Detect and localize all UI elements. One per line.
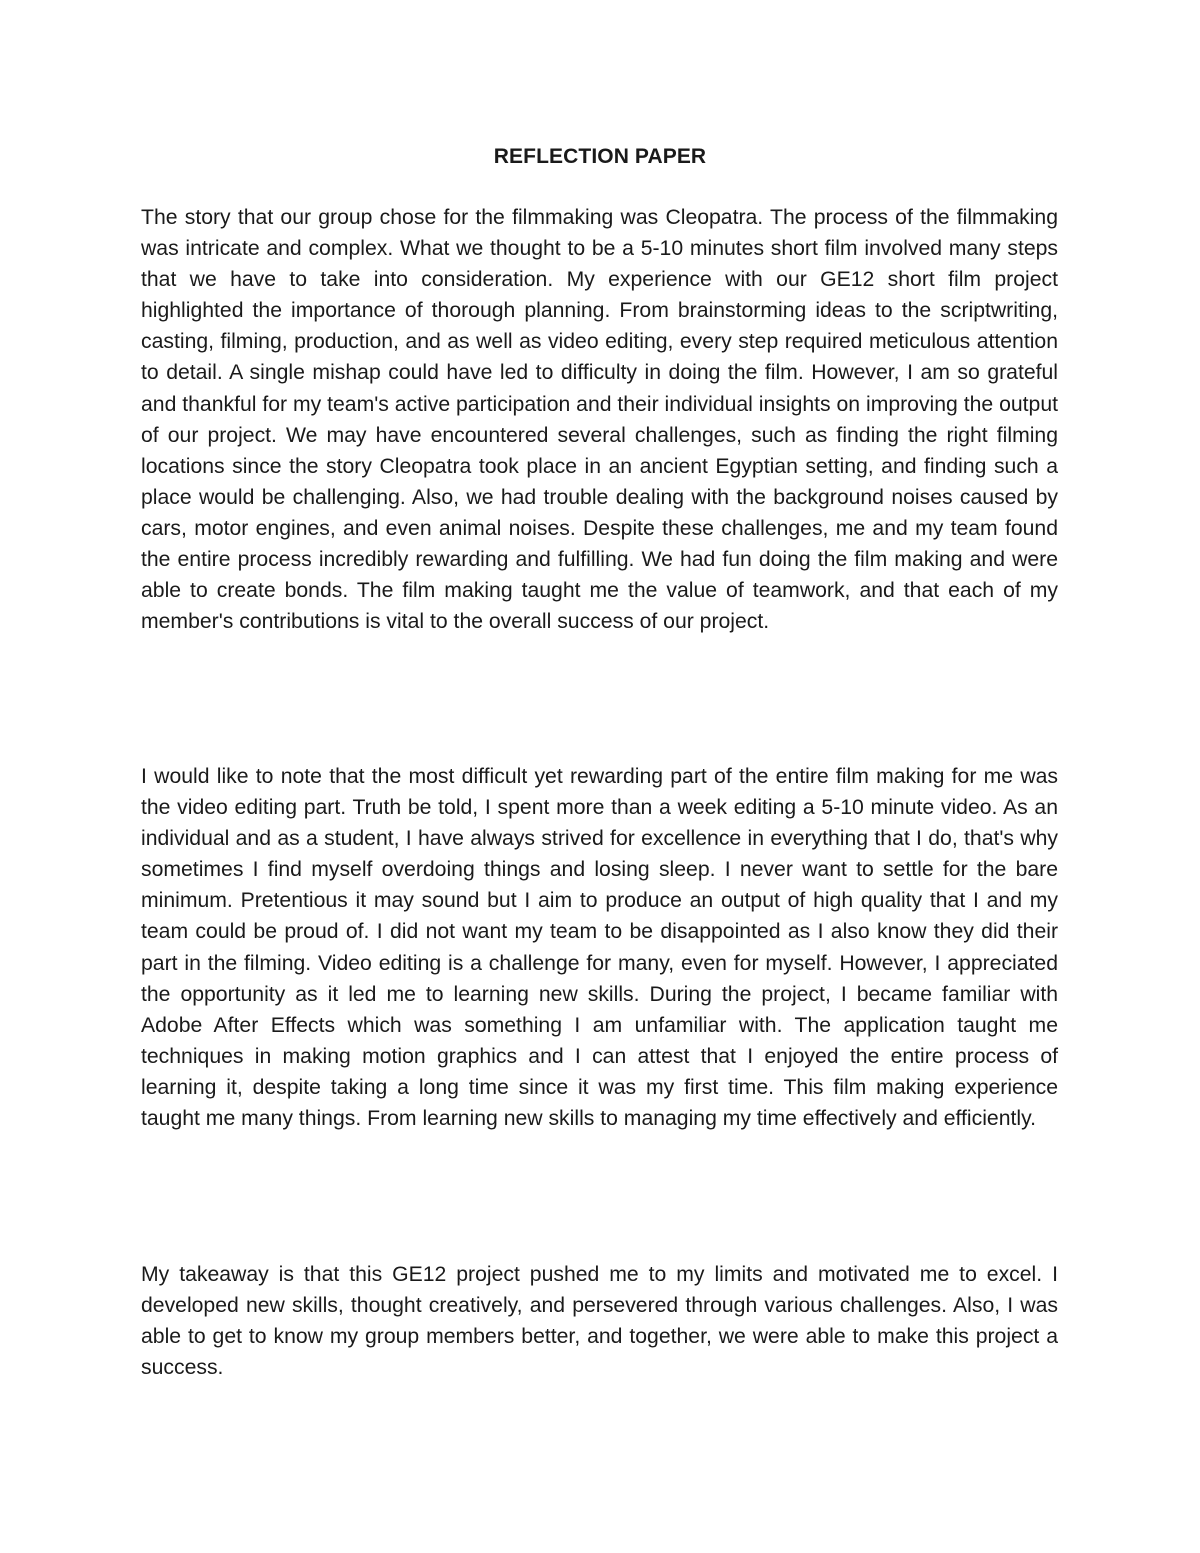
paragraph-2: I would like to note that the most difficult yet rewarding part of the entire film making for me was the video editing part. Truth be told, I spent more than a week editing a 5-10 minute video. As an individual and as a student, I have always strived for excellence in everything that I do, that's why sometimes I find myself overdoing things and losing sleep. I never want to settle for the bare minimum. Pretentious it may sound but I aim to produce an output of high quality that I and my team could be proud of. I did not want my team to be disappointed as I also know they did their part in the filming. Video editing is a challenge for many, even for myself. However, I appreciated the opportunity as it led me to learning new skills. During the project, I became familiar with Adobe After Effects which was something I am unfamiliar with. The application taught me techniques in making motion graphics and I can attest that I enjoyed the entire process of learning it, despite taking a long time since it was my first time. This film making experience taught me many things. From learning new skills to managing my time effectively and efficiently. <box>141 765 1058 1131</box>
page-title: REFLECTION PAPER <box>493 145 707 168</box>
paragraph-1: The story that our group chose for the filmmaking was Cleopatra. The process of the filmmaking was intricate and complex. What we thought to be a 5-10 minutes short film involved many steps that we have to take into consideration. My experience with our GE12 short film project highlighted the importance of thorough planning. From brainstorming ideas to the scriptwriting, casting, filming, production, and as well as video editing, every step required meticulous attention to detail. A single mishap could have led to difficulty in doing the film. However, I am so grateful and thankful for my team's active participation and their individual insights on improving the output of our project. We may have encountered several challenges, such as finding the right filming locations since the story Cleopatra took place in an ancient Egyptian setting, and finding such a place would be challenging. Also, we had trouble dealing with the background noises caused by cars, motor engines, and even animal noises. Despite these challenges, me and my team found the entire process incredibly rewarding and fulfilling. We had fun doing the film making and were able to create bonds. The film making taught me the value of teamwork, and that each of my member's contributions is vital to the overall success of our project. <box>141 206 1058 634</box>
paragraph-3: My takeaway is that this GE12 project pushed me to my limits and motivated me to excel. I developed new skills, thought creatively, and persevered through various challenges. Also, I was able to get to know my group members better, and together, we were able to make this project a success. <box>141 1263 1058 1380</box>
